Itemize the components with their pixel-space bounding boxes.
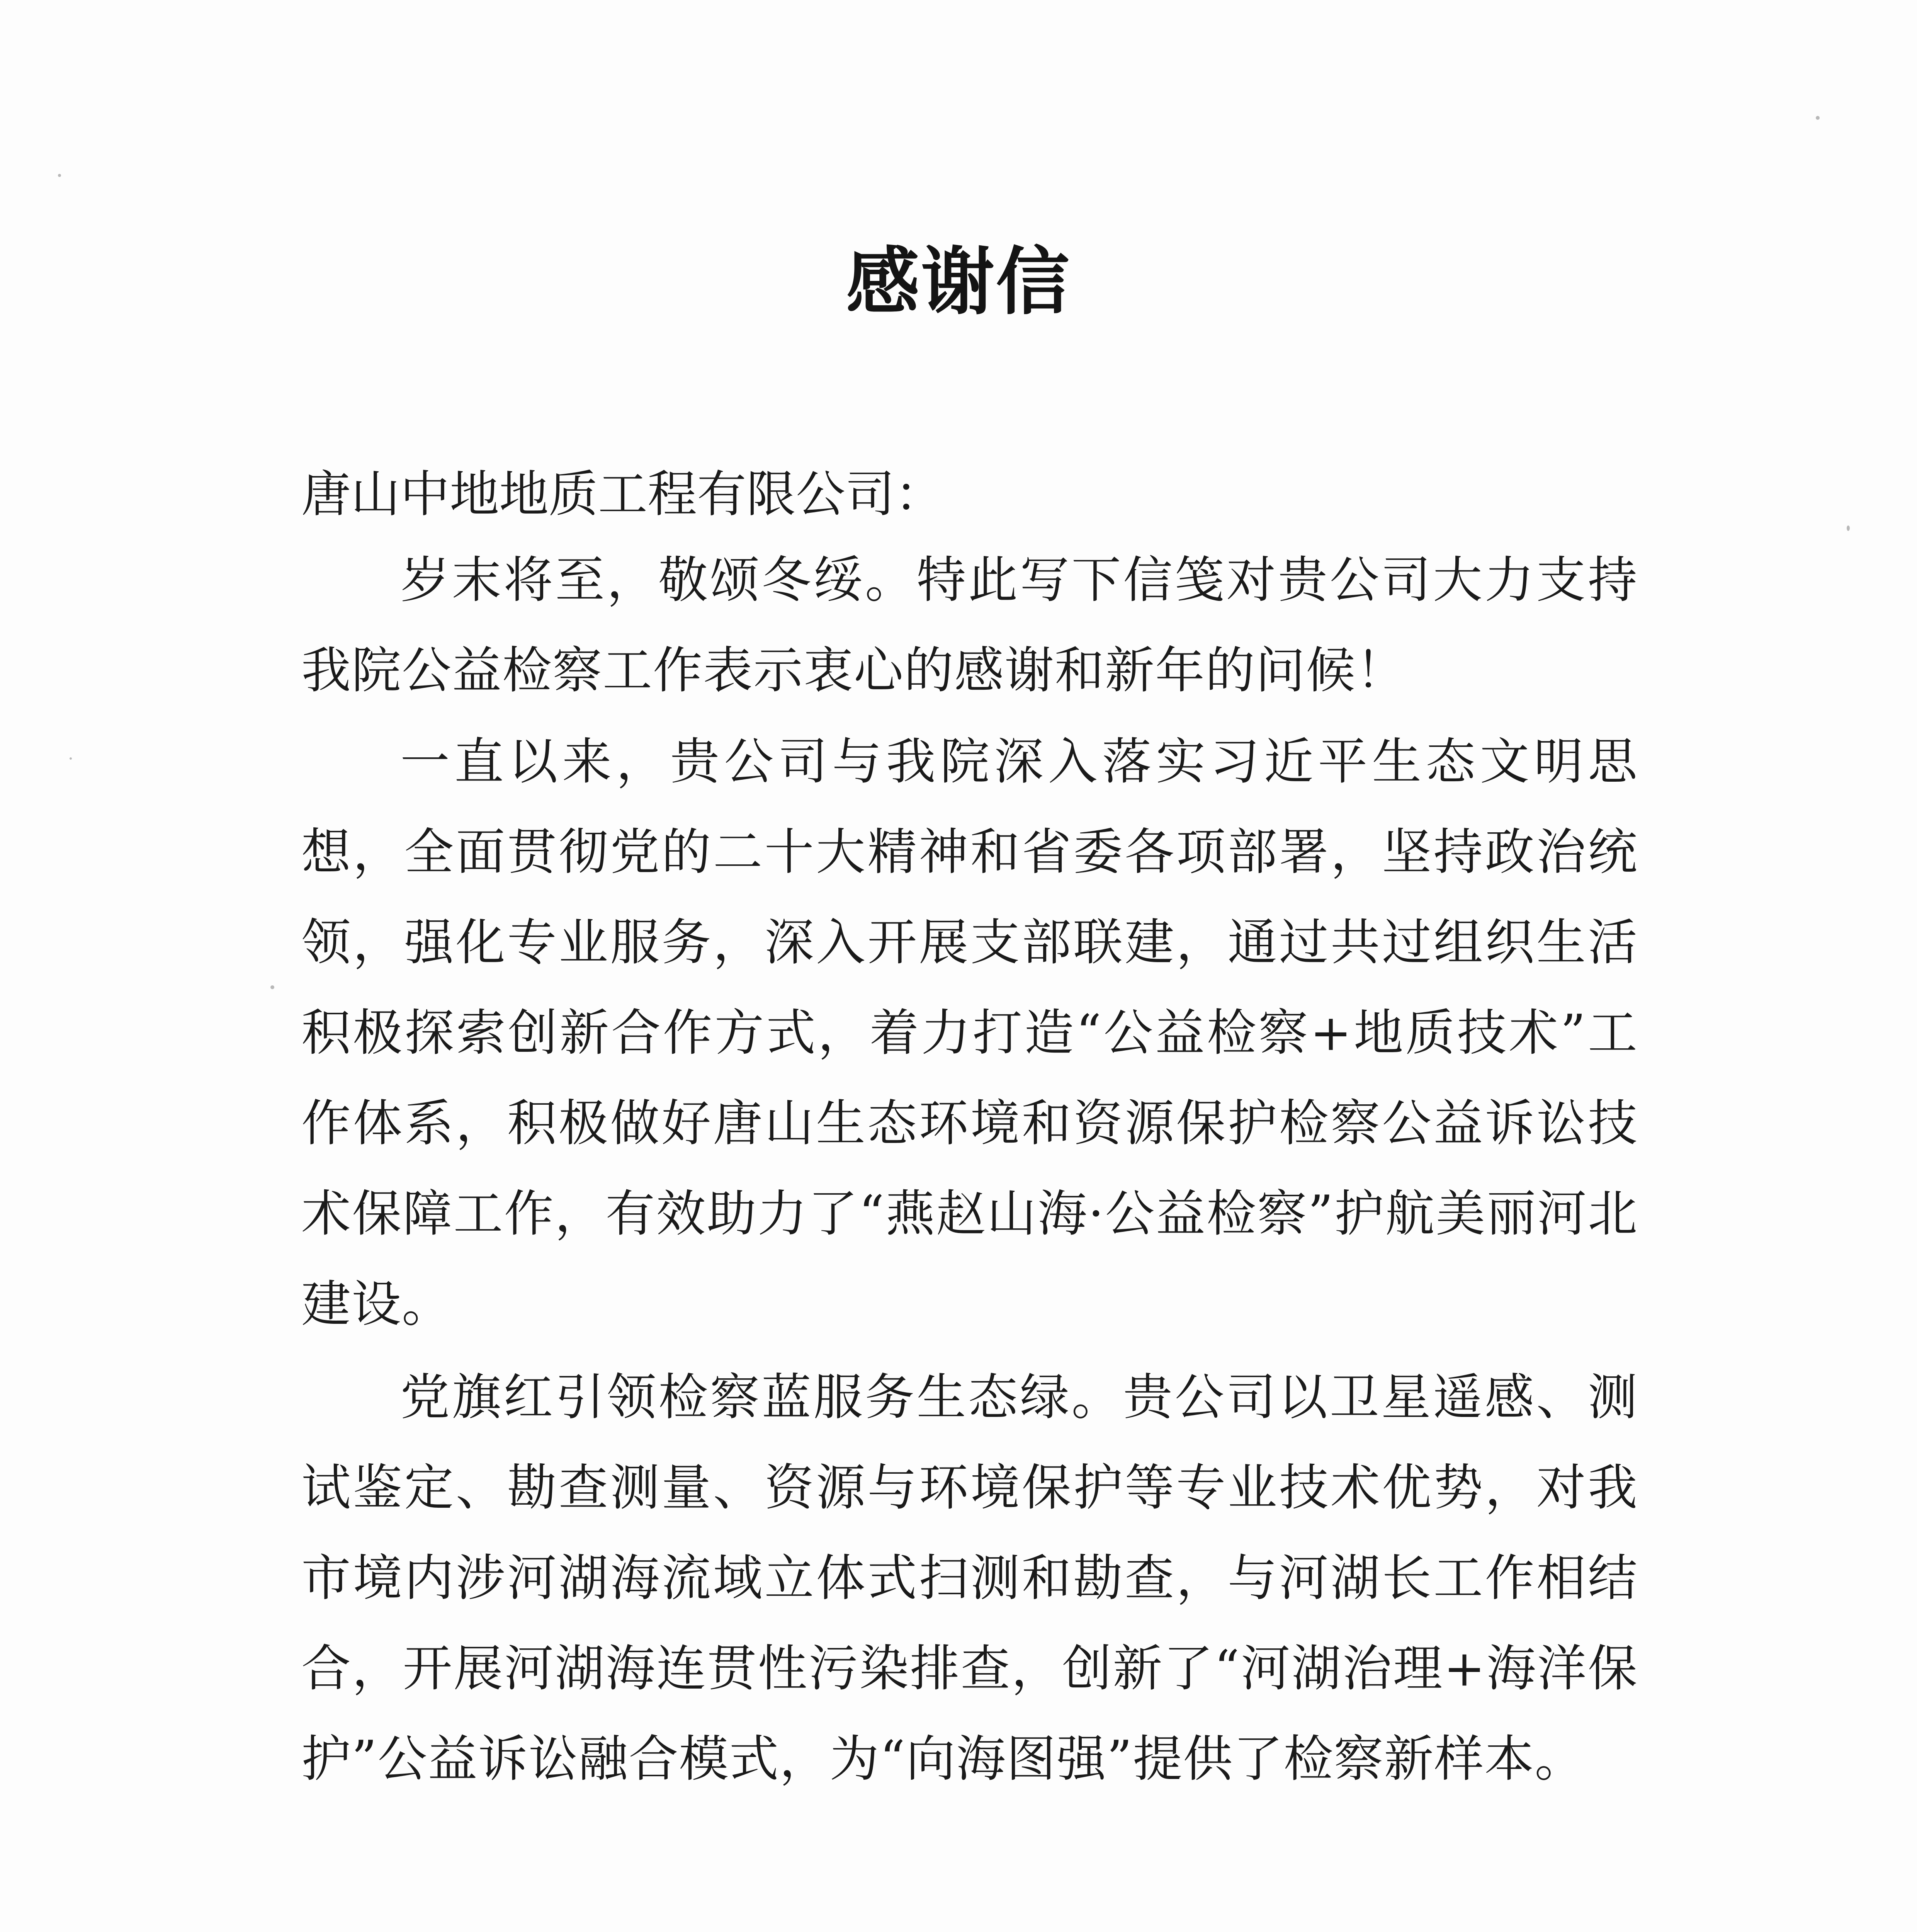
- letter-title: 感谢信: [846, 239, 1071, 325]
- scan-speck: [1847, 526, 1850, 531]
- scan-speck: [70, 757, 72, 760]
- scan-speck: [270, 985, 274, 989]
- salutation: 唐山中地地质工程有限公司：: [301, 466, 945, 523]
- scan-speck: [58, 174, 61, 177]
- paragraph-3: 党旗红引领检察蓝服务生态绿。贵公司以卫星遥感、测试鉴定、勘查测量、资源与环境保护等专业技术优势，对我市境内涉河湖海流域立体式扫测和勘查，与河湖长工作相结合，开展河湖海连贯性污染排查，创新了“河湖治理+海洋保护”公益诉讼融合模式，为“向海图强”提供了检察新样本。: [301, 1369, 1638, 1788]
- paragraph-1: 岁末将至，敬颂冬绥。特此写下信笺对贵公司大力支持我院公益检察工作表示衷心的感谢和新年的问候！: [301, 551, 1638, 699]
- paragraph-2: 一直以来，贵公司与我院深入落实习近平生态文明思想，全面贯彻党的二十大精神和省委各项部署，坚持政治统领，强化专业服务，深入开展支部联建，通过共过组织生活积极探索创新合作方式，着力打造“公益检察+地质技术”工作体系，积极做好唐山生态环境和资源保护检察公益诉讼技术保障工作，有效助力了“燕赵山海·公益检察”护航美丽河北建设。: [301, 733, 1638, 1333]
- paragraph-4: [301, 1926, 1638, 1932]
- scan-speck: [1816, 116, 1820, 120]
